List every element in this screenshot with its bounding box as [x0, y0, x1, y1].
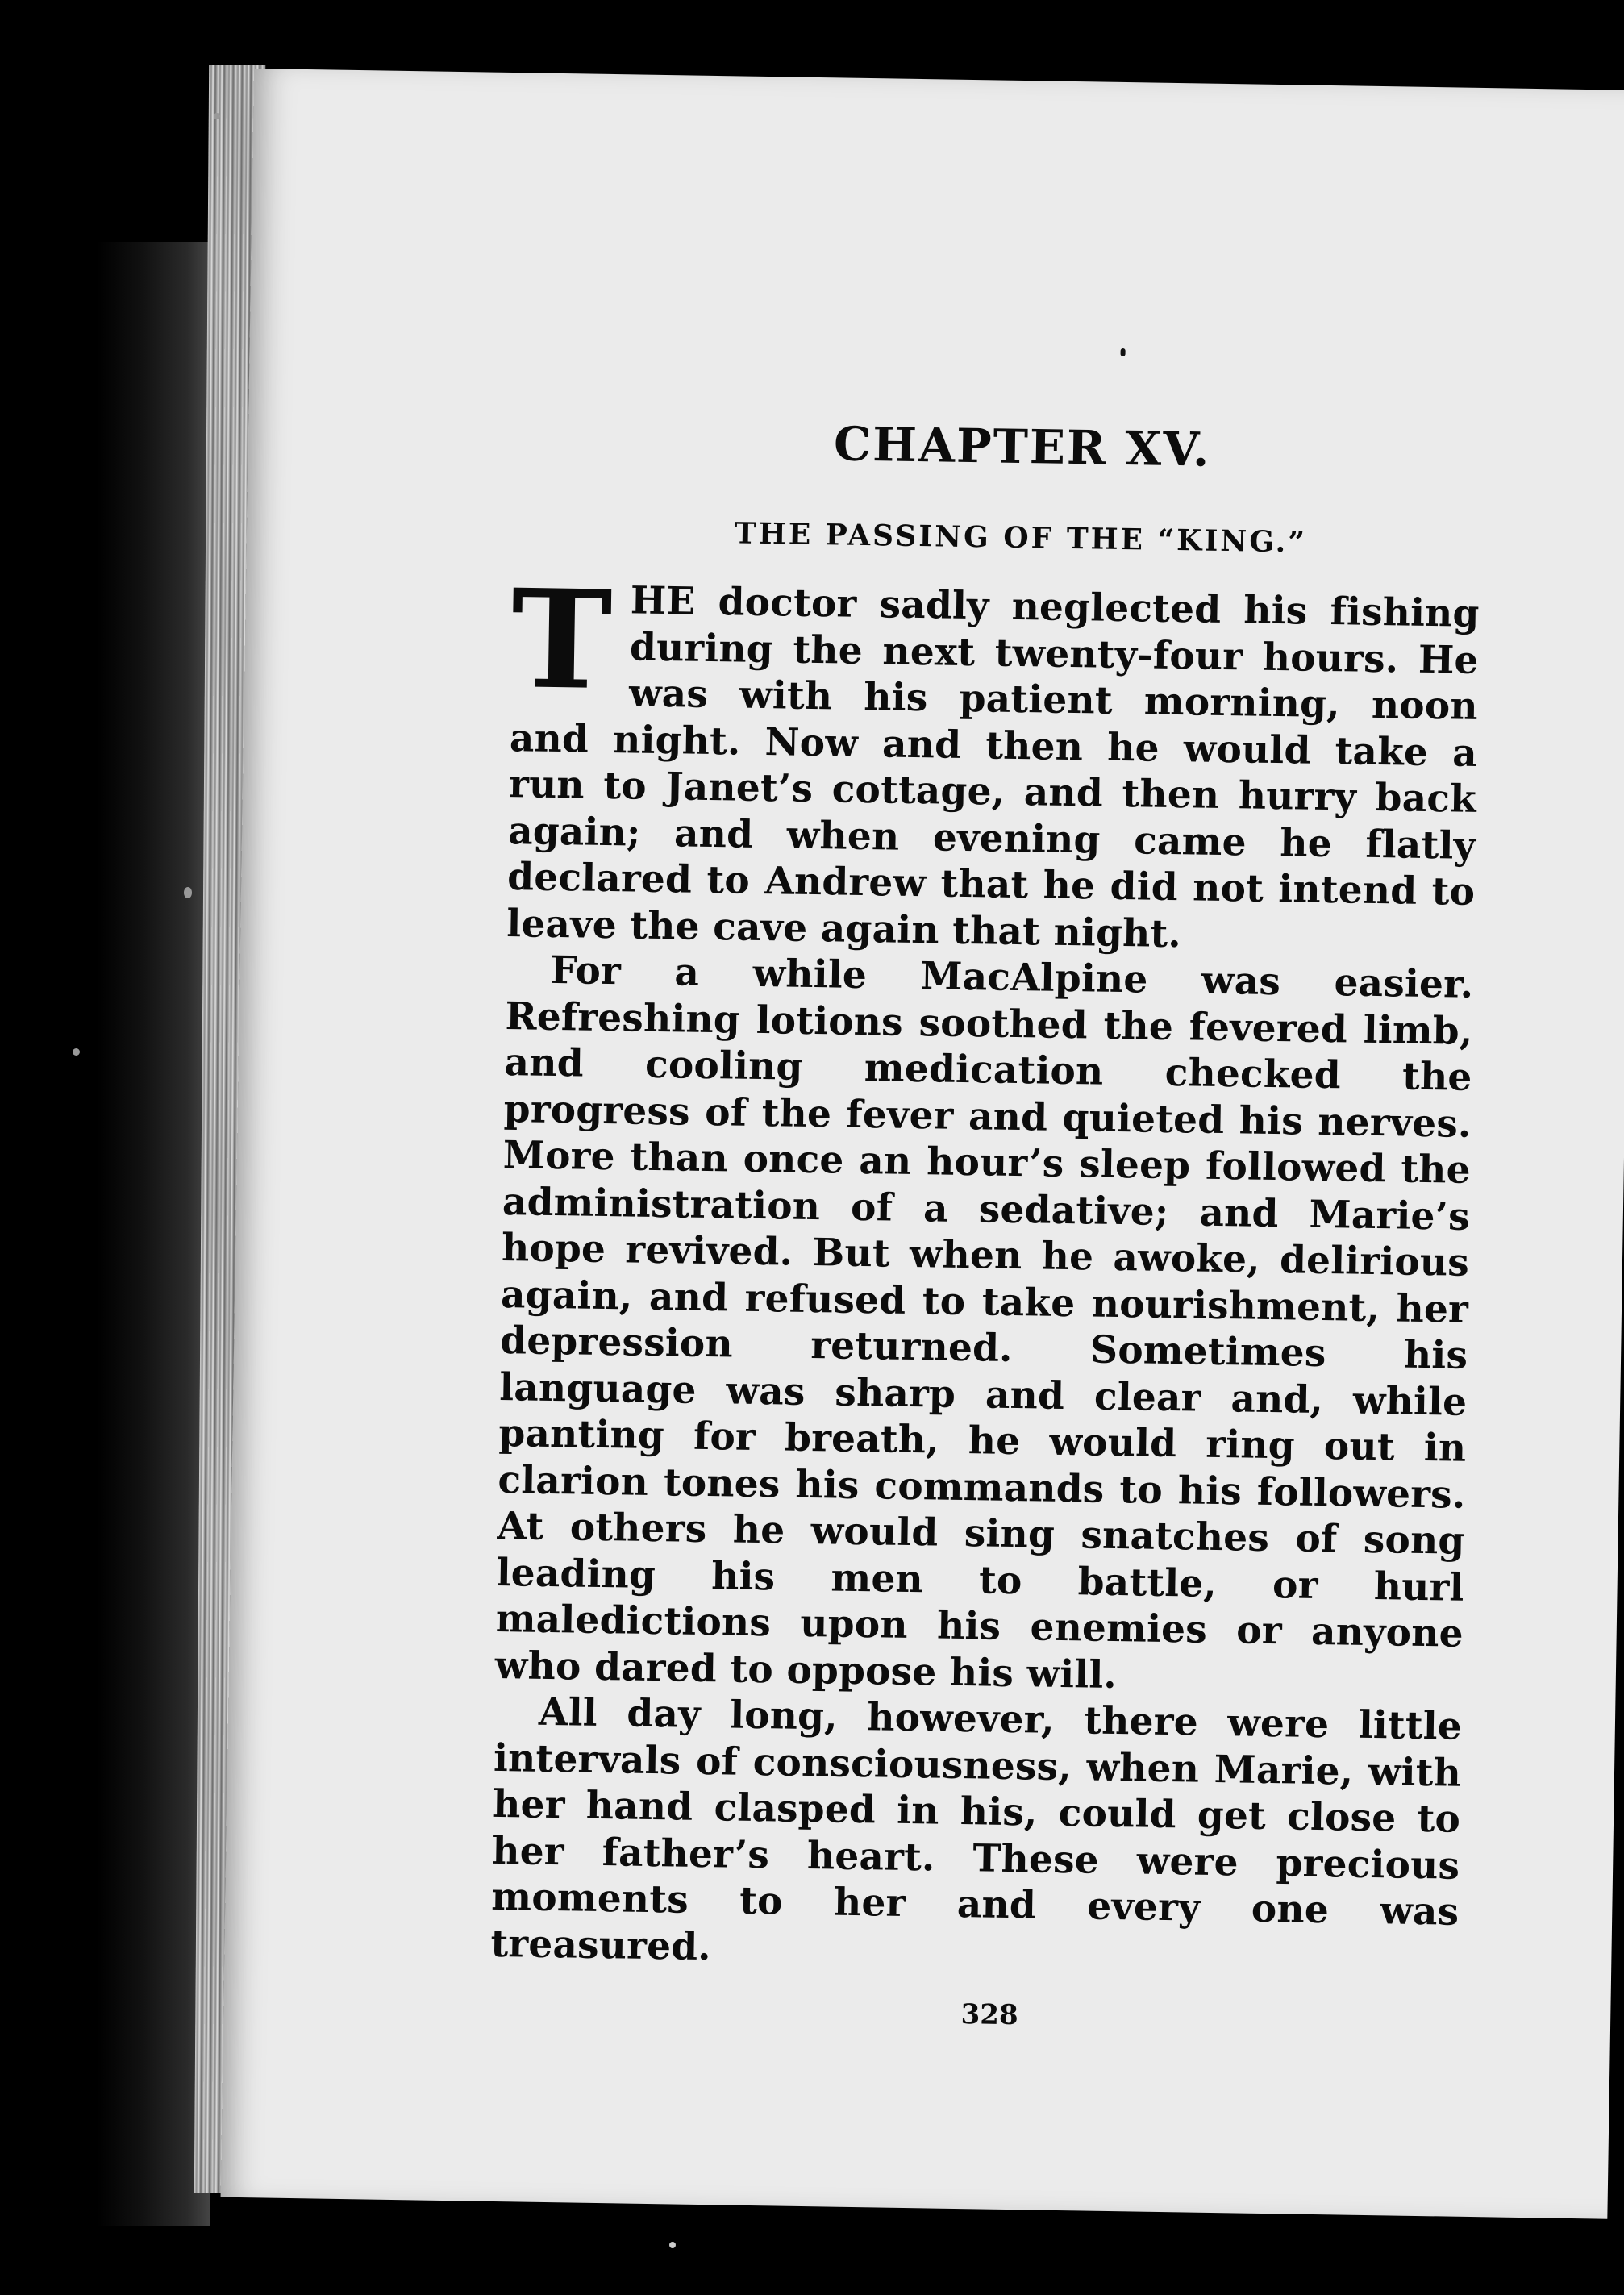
chapter-title: CHAPTER XV.	[833, 416, 1211, 477]
dust-speck	[184, 887, 192, 898]
book-page	[221, 69, 1624, 2219]
paragraph-1-text: HE doctor sadly neglected his fishing during the next twenty-four hours. He was with his patient morning, noon and night. Now and then he would take a run to Janet’s cottage, and then hurry back again; and when evening came he flatly declared to Andrew that he did not intend to leave the cave again that night.	[506, 578, 1480, 956]
drop-cap: T	[510, 559, 614, 721]
book-spine-shadow	[97, 242, 210, 2226]
page-number: 328	[960, 1998, 1018, 2032]
ornament-dot	[1121, 348, 1126, 356]
chapter-subtitle: THE PASSING OF THE “KING.”	[734, 516, 1308, 560]
paragraph-1	[506, 559, 1480, 962]
dust-speck	[214, 113, 220, 119]
dust-speck	[669, 2242, 676, 2248]
page-content	[489, 411, 1482, 2039]
paragraph-3: All day long, however, there were little intervals of consciousness, when Marie, with her hand clasped in his, could get close to her father’s heart. These were precious moments to her and every one was treasured.	[490, 1689, 1463, 1969]
dust-speck	[73, 1048, 80, 1056]
paragraph-2: For a while MacAlpine was easier. Refreshing lotions soothed the fevered limb, and cooling medication checked the progress of the fever and quieted his nerves. More than once an hour’s sleep followed the administration of a sedative; and Marie’s hope revived. But when he awoke, delirious again, and refused to take nourishment, her depression returned. Sometimes his language was sharp and clear and, while panting for breath, he would ring out in clarion tones his commands to his followers. At others he would sing snatches of song leading his men to battle, or hurl maledictions upon his enemies or anyone who dared to oppose his will.	[494, 948, 1474, 1697]
body-text	[490, 559, 1480, 1982]
